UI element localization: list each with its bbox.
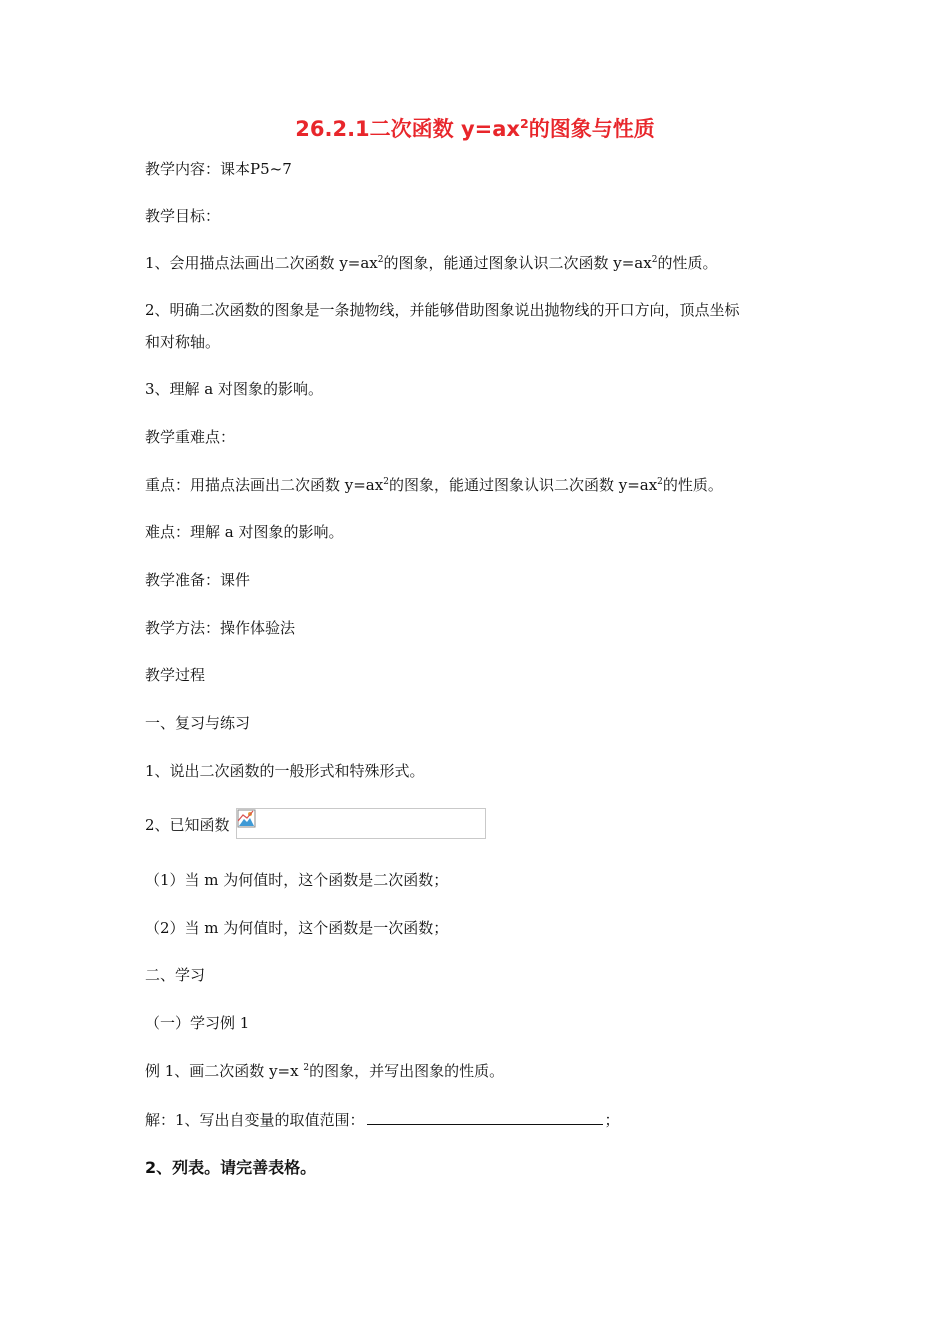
difficulty: 难点：理解 a 对图象的影响。 (145, 523, 344, 541)
broken-image-icon (237, 809, 257, 829)
section-learn: 二、学习 (145, 966, 206, 984)
solution-step-1: 解：1、写出自变量的取值范围： ； (145, 1108, 620, 1131)
question-2-2: （2）当 m 为何值时，这个函数是一次函数； (145, 919, 449, 937)
answer-blank[interactable] (367, 1108, 603, 1125)
table-step: 2、列表。请完善表格。 (145, 1158, 317, 1177)
teaching-method: 教学方法：操作体验法 (145, 619, 296, 637)
learn-example-1: （一）学习例 1 (145, 1014, 250, 1032)
goal-2-line-1: 2、明确二次函数的图象是一条抛物线，并能够借助图象说出抛物线的开口方向，顶点坐标 (145, 301, 740, 319)
key-point: 重点：用描点法画出二次函数 $y=ax^2$的图象，能通过图象认识二次函数 $y=ax^2$的性质。 (145, 476, 723, 494)
teaching-process: 教学过程 (145, 666, 206, 684)
page-title: 26.2.1二次函数 $y=ax^2$的图象与性质 (295, 116, 655, 141)
key-points-heading: 教学重难点： (145, 428, 236, 446)
goal-1: 1、会用描点法画出二次函数 $y=ax^2$的图象，能通过图象认识二次函数 $y=ax^2$的性质。 (145, 254, 718, 272)
formula-image-placeholder (236, 808, 486, 839)
teaching-content: 教学内容：课本P5~7 (145, 160, 292, 178)
question-2: 2、已知函数 (145, 816, 230, 834)
question-1: 1、说出二次函数的一般形式和特殊形式。 (145, 762, 425, 780)
teaching-prep: 教学准备：课件 (145, 571, 251, 589)
goal-3: 3、理解 a 对图象的影响。 (145, 380, 324, 398)
example-1: 例 1、画二次函数 y=x $^2$的图象，并写出图象的性质。 (145, 1062, 505, 1080)
question-2-1: （1）当 m 为何值时，这个函数是二次函数； (145, 871, 449, 889)
goal-2-line-2: 和对称轴。 (145, 333, 221, 351)
section-review: 一、复习与练习 (145, 714, 251, 732)
goals-heading: 教学目标： (145, 207, 221, 225)
